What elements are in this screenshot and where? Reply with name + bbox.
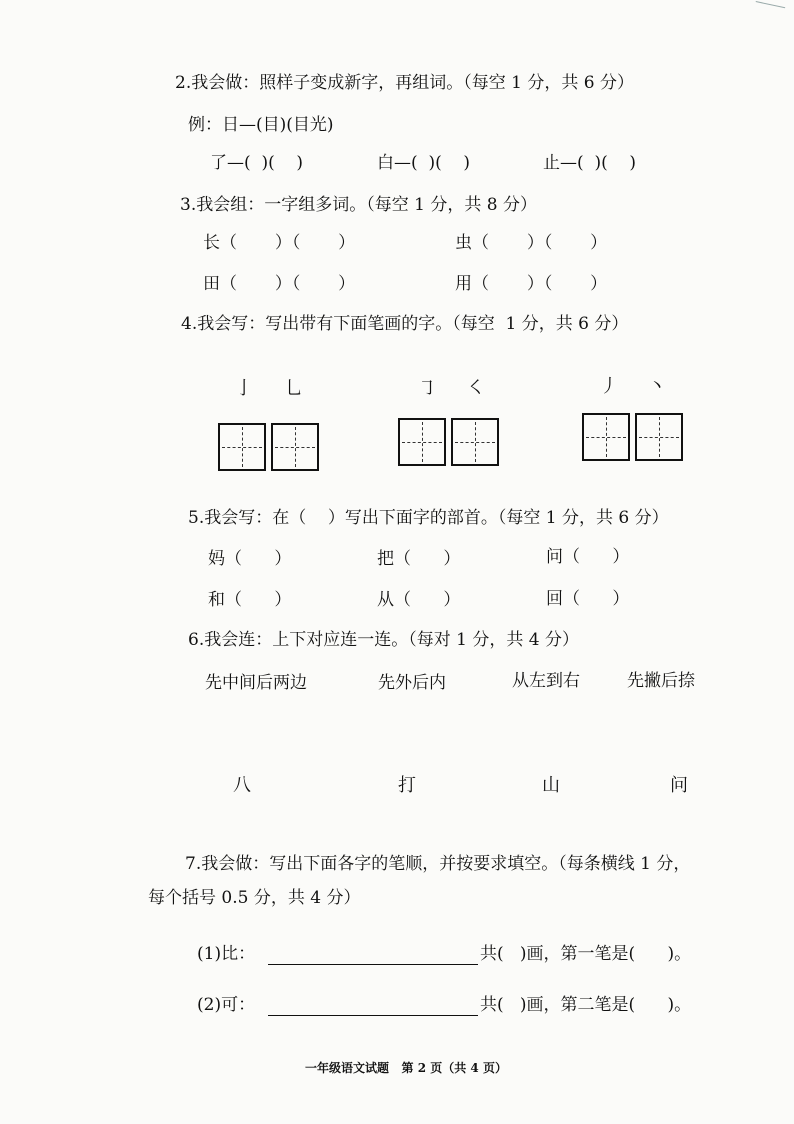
q7-item2-label: (2)可：	[197, 995, 256, 1015]
q6-rule-4: 先撇后捺	[627, 671, 695, 691]
q5-item-cong: 从（ ）	[377, 590, 461, 610]
q6-rule-2: 先外后内	[378, 673, 446, 693]
q4-stroke-4: ㇛	[467, 378, 485, 399]
page-footer: 一年级语文试题 第 2 页（共 4 页）	[305, 1061, 507, 1075]
q5-item-wen: 问（ ）	[546, 547, 630, 567]
q6-char-2: 打	[398, 775, 416, 796]
writing-grid-box[interactable]	[582, 413, 630, 461]
q2-title: 2.我会做：照样子变成新字，再组词。（每空 1 分，共 6 分）	[175, 73, 634, 93]
q2-item-1: 了—( )( )	[210, 153, 303, 173]
q5-item-ma: 妈（ ）	[208, 549, 292, 569]
writing-grid-box[interactable]	[398, 418, 446, 466]
stroke-order-blank-2[interactable]	[268, 1015, 478, 1016]
q2-item-3: 止—( )( )	[543, 153, 636, 173]
q2-item-2: 白—( )( )	[377, 153, 470, 173]
q3-item-chang: 长（ ）（ ）	[203, 233, 356, 253]
q5-item-he: 和（ ）	[208, 590, 292, 610]
q2-example: 例：日—(目)(目光)	[188, 115, 334, 135]
q6-char-1: 八	[233, 775, 251, 796]
writing-grid-box[interactable]	[271, 423, 319, 471]
writing-grid-box[interactable]	[218, 423, 266, 471]
q5-item-hui: 回（ ）	[546, 589, 630, 609]
scan-corner-mark	[753, 1, 785, 22]
q7-item1-label: (1)比：	[197, 944, 256, 964]
q6-rule-3: 从左到右	[512, 671, 580, 691]
q3-item-yong: 用（ ）（ ）	[455, 274, 608, 294]
q4-stroke-6: 丶	[648, 376, 666, 397]
q4-stroke-2: 乚	[285, 378, 303, 399]
q6-rule-1: 先中间后两边	[205, 673, 307, 693]
writing-grid-box[interactable]	[635, 413, 683, 461]
q3-title: 3.我会组：一字组多词。（每空 1 分，共 8 分）	[180, 195, 537, 215]
stroke-order-blank-1[interactable]	[268, 964, 478, 965]
q5-title: 5.我会写：在（ ）写出下面字的部首。（每空 1 分，共 6 分）	[188, 508, 669, 528]
q7-title-line2: 每个括号 0.5 分，共 4 分）	[148, 888, 361, 908]
q6-char-4: 问	[670, 775, 688, 796]
q5-item-ba: 把（ ）	[377, 549, 461, 569]
q6-title: 6.我会连：上下对应连一连。（每对 1 分，共 4 分）	[188, 630, 579, 650]
q7-item1-tail: 共( )画，第一笔是( )。	[480, 944, 692, 964]
q4-title: 4.我会写：写出带有下面笔画的字。（每空 1 分，共 6 分）	[181, 314, 629, 334]
q3-item-tian: 田（ ）（ ）	[203, 274, 356, 294]
q7-item2-tail: 共( )画，第二笔是( )。	[480, 995, 692, 1015]
q6-char-3: 山	[542, 775, 560, 796]
q4-stroke-3: ㇆	[418, 378, 436, 399]
q7-title-line1: 7.我会做：写出下面各字的笔顺，并按要求填空。（每条横线 1 分，	[185, 854, 691, 874]
writing-grid-box[interactable]	[451, 418, 499, 466]
q4-stroke-5: 丿	[600, 376, 618, 397]
q3-item-chong: 虫（ ）（ ）	[455, 233, 608, 253]
q4-stroke-1: 亅	[235, 378, 253, 399]
